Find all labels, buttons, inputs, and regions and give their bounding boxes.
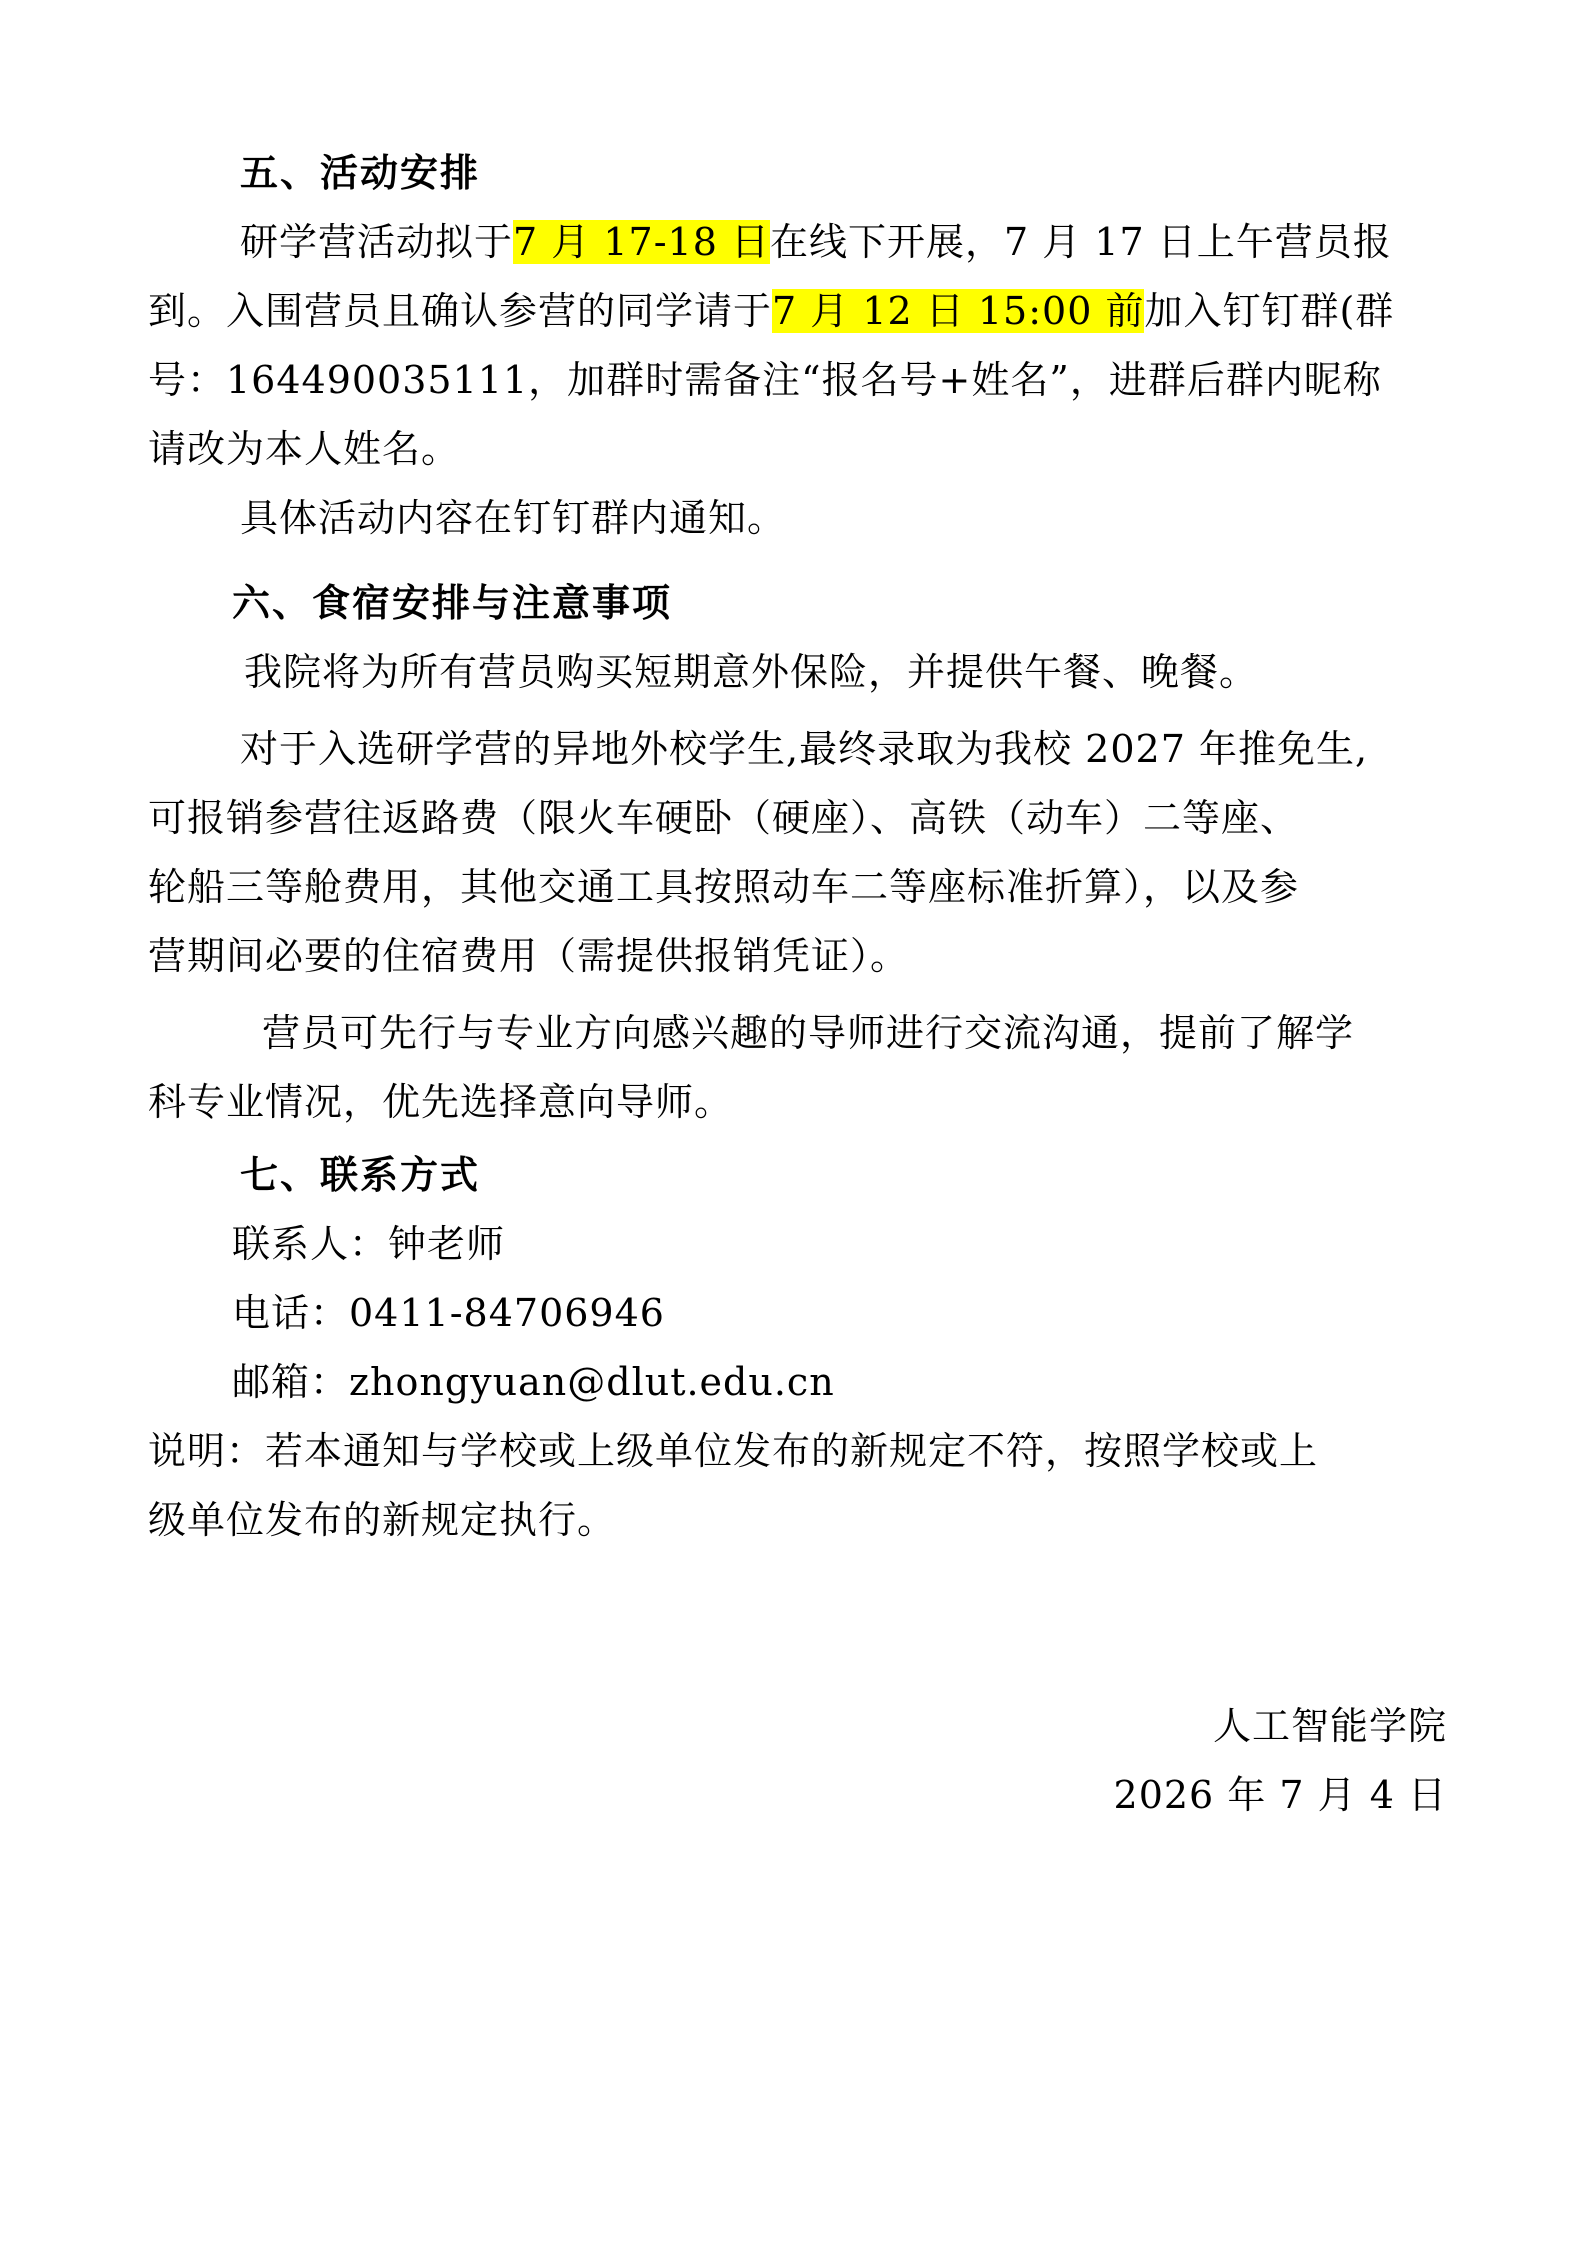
section-5-text: 在线下开展，7 月 17 日上午营员报	[769, 220, 1392, 264]
section-6-paragraph-2-line-4: 营期间必要的住宿费用（需提供报销凭证）。	[148, 934, 910, 978]
contact-person: 联系人：钟老师	[232, 1222, 506, 1266]
section-6-paragraph-3-line-1: 营员可先行与专业方向感兴趣的导师进行交流沟通，提前了解学	[262, 1011, 1355, 1055]
section-6-paragraph-1: 我院将为所有营员购买短期意外保险，并提供午餐、晚餐。	[244, 650, 1259, 694]
highlighted-date-range: 7 月 17-18 日	[513, 220, 770, 264]
section-5-text: 加入钉钉群(群	[1144, 289, 1395, 333]
section-5-heading: 五、活动安排	[240, 151, 481, 195]
highlighted-deadline: 7 月 12 日 15:00 前	[772, 289, 1145, 333]
section-6-paragraph-2-line-1: 对于入选研学营的异地外校学生,最终录取为我校 2027 年推免生,	[240, 727, 1369, 771]
section-5-paragraph-1-line-3: 号：164490035111，加群时需备注“报名号+姓名”，进群后群内昵称	[148, 358, 1382, 402]
section-5-text: 研学营活动拟于	[240, 220, 514, 264]
section-5-paragraph-2: 具体活动内容在钉钉群内通知。	[240, 496, 787, 540]
contact-phone: 电话：0411-84706946	[232, 1291, 665, 1335]
section-6-paragraph-3-line-2: 科专业情况，优先选择意向导师。	[148, 1080, 734, 1124]
note-line-2: 级单位发布的新规定执行。	[148, 1498, 617, 1542]
section-5-paragraph-1-line-4: 请改为本人姓名。	[148, 427, 461, 471]
signature-date: 2026 年 7 月 4 日	[1113, 1773, 1447, 1817]
section-7-heading: 七、联系方式	[240, 1153, 481, 1197]
section-5-paragraph-1-line-1	[240, 217, 1448, 267]
section-5-text: 到。入围营员且确认参营的同学请于	[148, 289, 773, 333]
section-6-paragraph-2-line-3: 轮船三等舱费用，其他交通工具按照动车二等座标准折算），以及参	[148, 865, 1300, 909]
signature-organization: 人工智能学院	[1212, 1704, 1447, 1748]
section-5-paragraph-1-line-2	[148, 286, 1448, 336]
note-line-1: 说明：若本通知与学校或上级单位发布的新规定不符，按照学校或上	[148, 1429, 1319, 1473]
section-6-paragraph-2-line-2: 可报销参营往返路费（限火车硬卧（硬座）、高铁（动车）二等座、	[148, 796, 1300, 840]
contact-email: 邮箱：zhongyuan@dlut.edu.cn	[232, 1360, 835, 1404]
section-6-heading: 六、食宿安排与注意事项	[232, 581, 673, 625]
